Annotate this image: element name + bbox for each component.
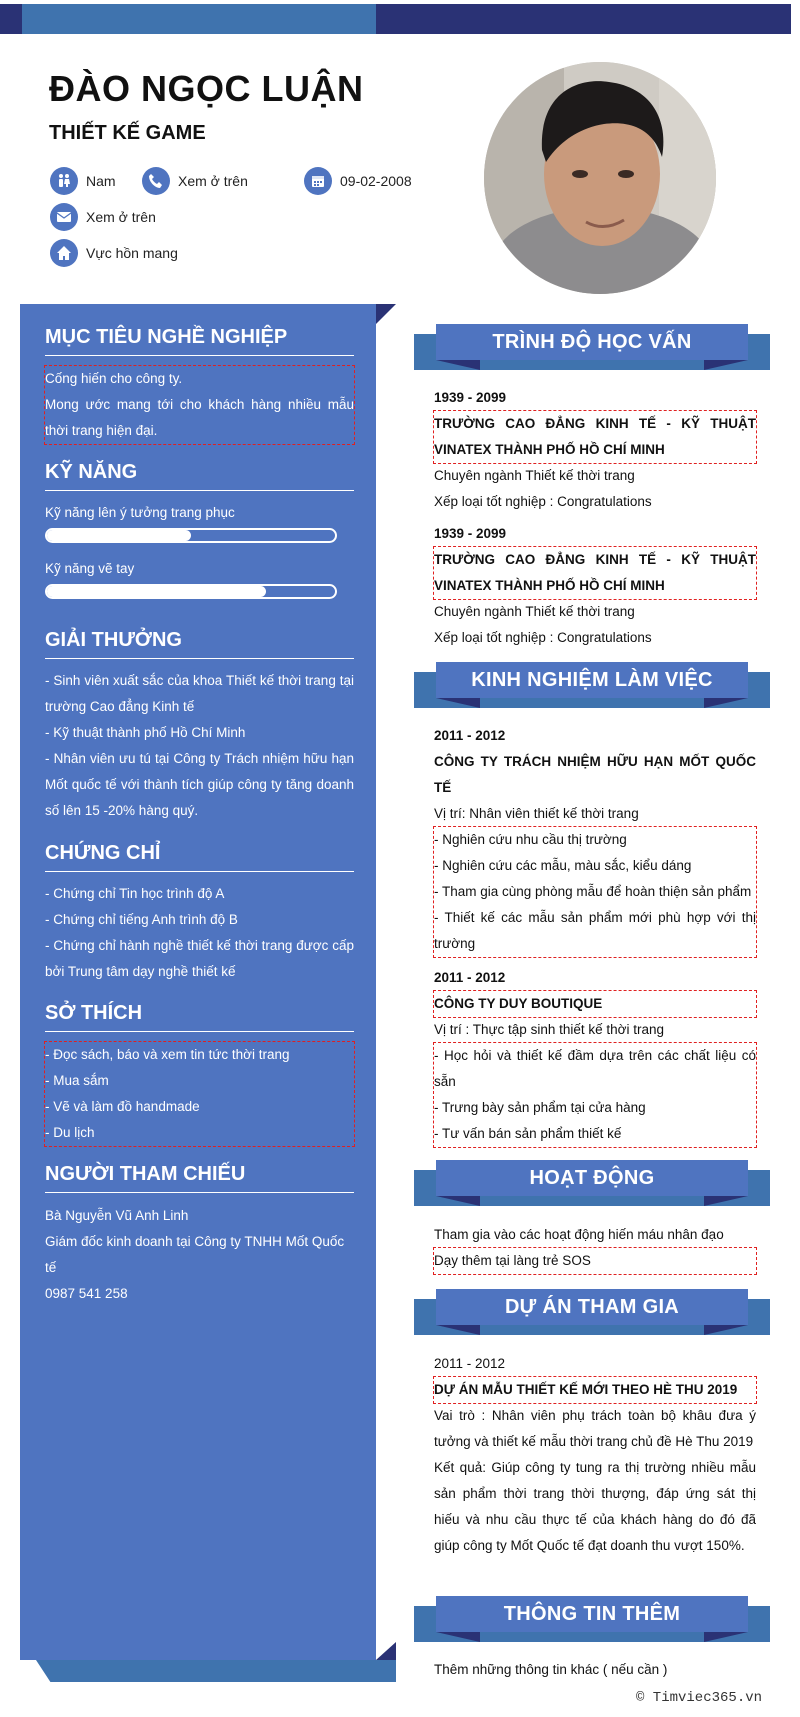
activity-line: Dạy thêm tại làng trẻ SOS bbox=[434, 1248, 756, 1274]
email-icon bbox=[50, 203, 78, 231]
email-value: Xem ở trên bbox=[86, 209, 156, 225]
phone-icon bbox=[142, 167, 170, 195]
task-line: - Tham gia cùng phòng mẫu để hoàn thiện sản phẩm bbox=[434, 884, 752, 899]
references-title: NGƯỜI THAM CHIẾU bbox=[45, 1163, 354, 1193]
sidebar-fold-bottom bbox=[376, 1642, 396, 1660]
education-grade: Xếp loại tốt nghiệp : Congratulations bbox=[434, 494, 652, 509]
hobby-line: - Vẽ và làm đồ handmade bbox=[45, 1099, 200, 1114]
additional-text: Thêm những thông tin khác ( nếu cần ) bbox=[434, 1662, 668, 1677]
references-text bbox=[45, 1203, 354, 1307]
education-period: 1939 - 2099 bbox=[434, 526, 507, 541]
projects-title: DỰ ÁN THAM GIA bbox=[436, 1289, 748, 1325]
certificates-text bbox=[45, 881, 354, 985]
education-school: TRƯỜNG CAO ĐẲNG KINH TẾ - KỸ THUẬT VINATEX THÀNH PHỐ HỒ CHÍ MINH bbox=[434, 411, 756, 463]
skills-title: KỸ NĂNG bbox=[45, 461, 354, 491]
hobby-line: - Du lịch bbox=[45, 1125, 95, 1140]
certificates-title: CHỨNG CHỈ bbox=[45, 842, 354, 872]
task-line: - Trưng bày sản phẩm tại cửa hàng bbox=[434, 1100, 646, 1115]
info-gender bbox=[50, 167, 116, 195]
gender-icon bbox=[50, 167, 78, 195]
sidebar-fold-top bbox=[376, 304, 396, 324]
education-major: Chuyên ngành Thiết kế thời trang bbox=[434, 604, 635, 619]
activities-title: HOẠT ĐỘNG bbox=[436, 1160, 748, 1196]
experience-item bbox=[434, 965, 756, 1147]
activities-text bbox=[434, 1222, 756, 1274]
info-address bbox=[50, 239, 178, 267]
project-name: DỰ ÁN MẪU THIẾT KẾ MỚI THEO HÈ THU 2019 bbox=[434, 1377, 756, 1403]
experience-period: 2011 - 2012 bbox=[434, 970, 506, 985]
award-line: - Sinh viên xuất sắc của khoa Thiết kế thời trang tại trường Cao đẳng Kinh tế bbox=[45, 673, 354, 714]
footer-credit: © Timviec365.vn bbox=[636, 1690, 763, 1706]
task-line: - Thiết kế các mẫu sản phẩm mới phù hợp với thị trường bbox=[434, 910, 756, 951]
task-line: - Nghiên cứu nhu cầu thị trường bbox=[434, 832, 627, 847]
certificate-line: - Chứng chỉ tiếng Anh trình độ B bbox=[45, 912, 238, 927]
projects-banner bbox=[414, 1289, 770, 1335]
objective-text bbox=[45, 366, 354, 444]
objective-title: MỤC TIÊU NGHỀ NGHIỆP bbox=[45, 326, 354, 356]
experience-company: CÔNG TY DUY BOUTIQUE bbox=[434, 991, 756, 1017]
education-item bbox=[434, 385, 756, 515]
hobby-line: - Mua sắm bbox=[45, 1073, 109, 1088]
education-school: TRƯỜNG CAO ĐẲNG KINH TẾ - KỸ THUẬT VINATEX THÀNH PHỐ HỒ CHÍ MINH bbox=[434, 547, 756, 599]
experience-item bbox=[434, 723, 756, 957]
hobbies-title: SỞ THÍCH bbox=[45, 1002, 354, 1032]
experience-company: CÔNG TY TRÁCH NHIỆM HỮU HẠN MỐT QUỐC TẾ bbox=[434, 754, 756, 795]
task-line: - Học hỏi và thiết kế đầm dựa trên các chất liệu có sẵn bbox=[434, 1048, 756, 1089]
experience-tasks bbox=[434, 827, 756, 957]
project-role: Vai trò : Nhân viên phụ trách toàn bộ khâu đưa ý tưởng và thiết kế mẫu thời trang chủ đề Hè Thu 2019 bbox=[434, 1408, 756, 1449]
additional-banner bbox=[414, 1596, 770, 1642]
phone-value: Xem ở trên bbox=[178, 173, 248, 189]
certificate-line: - Chứng chỉ hành nghề thiết kế thời trang được cấp bởi Trung tâm dạy nghề thiết kế bbox=[45, 938, 354, 979]
experience-tasks bbox=[434, 1043, 756, 1147]
award-line: - Nhân viên ưu tú tại Công ty Trách nhiệm hữu hạn Mốt quốc tế với thành tích giúp công ty tăng doanh số lên 15 -20% hàng quý. bbox=[45, 751, 354, 818]
additional-title: THÔNG TIN THÊM bbox=[436, 1596, 748, 1632]
address-value: Vực hồn mang bbox=[86, 245, 178, 261]
project-period: 2011 - 2012 bbox=[434, 1356, 506, 1371]
project-result: Kết quả: Giúp công ty tung ra thị trường nhiều mẫu sản phẩm thời trang thời thượng, đáp ứng sát thị hiếu và nhu cầu thực tế của khách hàng do đó đã giúp công ty Mốt Quốc tế đạt doanh thu vượt 150%. bbox=[434, 1460, 756, 1553]
sidebar-bottom-strip bbox=[36, 1660, 396, 1682]
education-grade: Xếp loại tốt nghiệp : Congratulations bbox=[434, 630, 652, 645]
skill-label: Kỹ năng vẽ tay bbox=[45, 561, 135, 576]
home-icon bbox=[50, 239, 78, 267]
education-banner bbox=[414, 324, 770, 370]
reference-name: Bà Nguyễn Vũ Anh Linh bbox=[45, 1208, 189, 1223]
reference-position: Giám đốc kinh doanh tại Công ty TNHH Mốt Quốc tế bbox=[45, 1234, 345, 1275]
skill-bar bbox=[45, 584, 337, 599]
certificate-line: - Chứng chỉ Tin học trình độ A bbox=[45, 886, 225, 901]
top-bar-accent bbox=[22, 4, 376, 34]
objective-line: Cống hiến cho công ty. bbox=[45, 371, 183, 386]
activity-line: Tham gia vào các hoạt động hiến máu nhân đạo bbox=[434, 1227, 724, 1242]
education-major: Chuyên ngành Thiết kế thời trang bbox=[434, 468, 635, 483]
experience-banner bbox=[414, 662, 770, 708]
skill-bar-fill bbox=[47, 530, 191, 541]
job-title: THIẾT KẾ GAME bbox=[49, 122, 206, 144]
info-email bbox=[50, 203, 156, 231]
awards-text bbox=[45, 668, 354, 824]
candidate-name: ĐÀO NGỌC LUẬN bbox=[49, 68, 364, 109]
task-line: - Nghiên cứu các mẫu, màu sắc, kiểu dáng bbox=[434, 858, 692, 873]
objective-line: Mong ước mang tới cho khách hàng nhiều mẫu thời trang hiện đại. bbox=[45, 397, 354, 438]
awards-title: GIẢI THƯỞNG bbox=[45, 629, 354, 659]
reference-phone: 0987 541 258 bbox=[45, 1286, 128, 1301]
project-item bbox=[434, 1351, 756, 1559]
gender-value: Nam bbox=[86, 173, 116, 189]
birthdate-value: 09-02-2008 bbox=[340, 173, 412, 189]
calendar-icon bbox=[304, 167, 332, 195]
experience-title: KINH NGHIỆM LÀM VIỆC bbox=[436, 662, 748, 698]
avatar bbox=[484, 62, 716, 294]
activities-banner bbox=[414, 1160, 770, 1206]
education-item bbox=[434, 521, 756, 651]
info-phone bbox=[142, 167, 248, 195]
award-line: - Kỹ thuật thành phố Hồ Chí Minh bbox=[45, 725, 246, 740]
skill-bar-fill bbox=[47, 586, 266, 597]
skill-label: Kỹ năng lên ý tưởng trang phục bbox=[45, 505, 235, 520]
experience-role: Vị trí : Thực tập sinh thiết kế thời trang bbox=[434, 1022, 664, 1037]
task-line: - Tư vấn bán sản phẩm thiết kế bbox=[434, 1126, 622, 1141]
education-period: 1939 - 2099 bbox=[434, 390, 507, 405]
experience-role: Vị trí: Nhân viên thiết kế thời trang bbox=[434, 806, 639, 821]
info-birthdate bbox=[304, 167, 412, 195]
hobby-line: - Đọc sách, báo và xem tin tức thời trang bbox=[45, 1047, 290, 1062]
education-title: TRÌNH ĐỘ HỌC VẤN bbox=[436, 324, 748, 360]
hobbies-text bbox=[45, 1042, 354, 1146]
skill-bar bbox=[45, 528, 337, 543]
experience-period: 2011 - 2012 bbox=[434, 728, 506, 743]
